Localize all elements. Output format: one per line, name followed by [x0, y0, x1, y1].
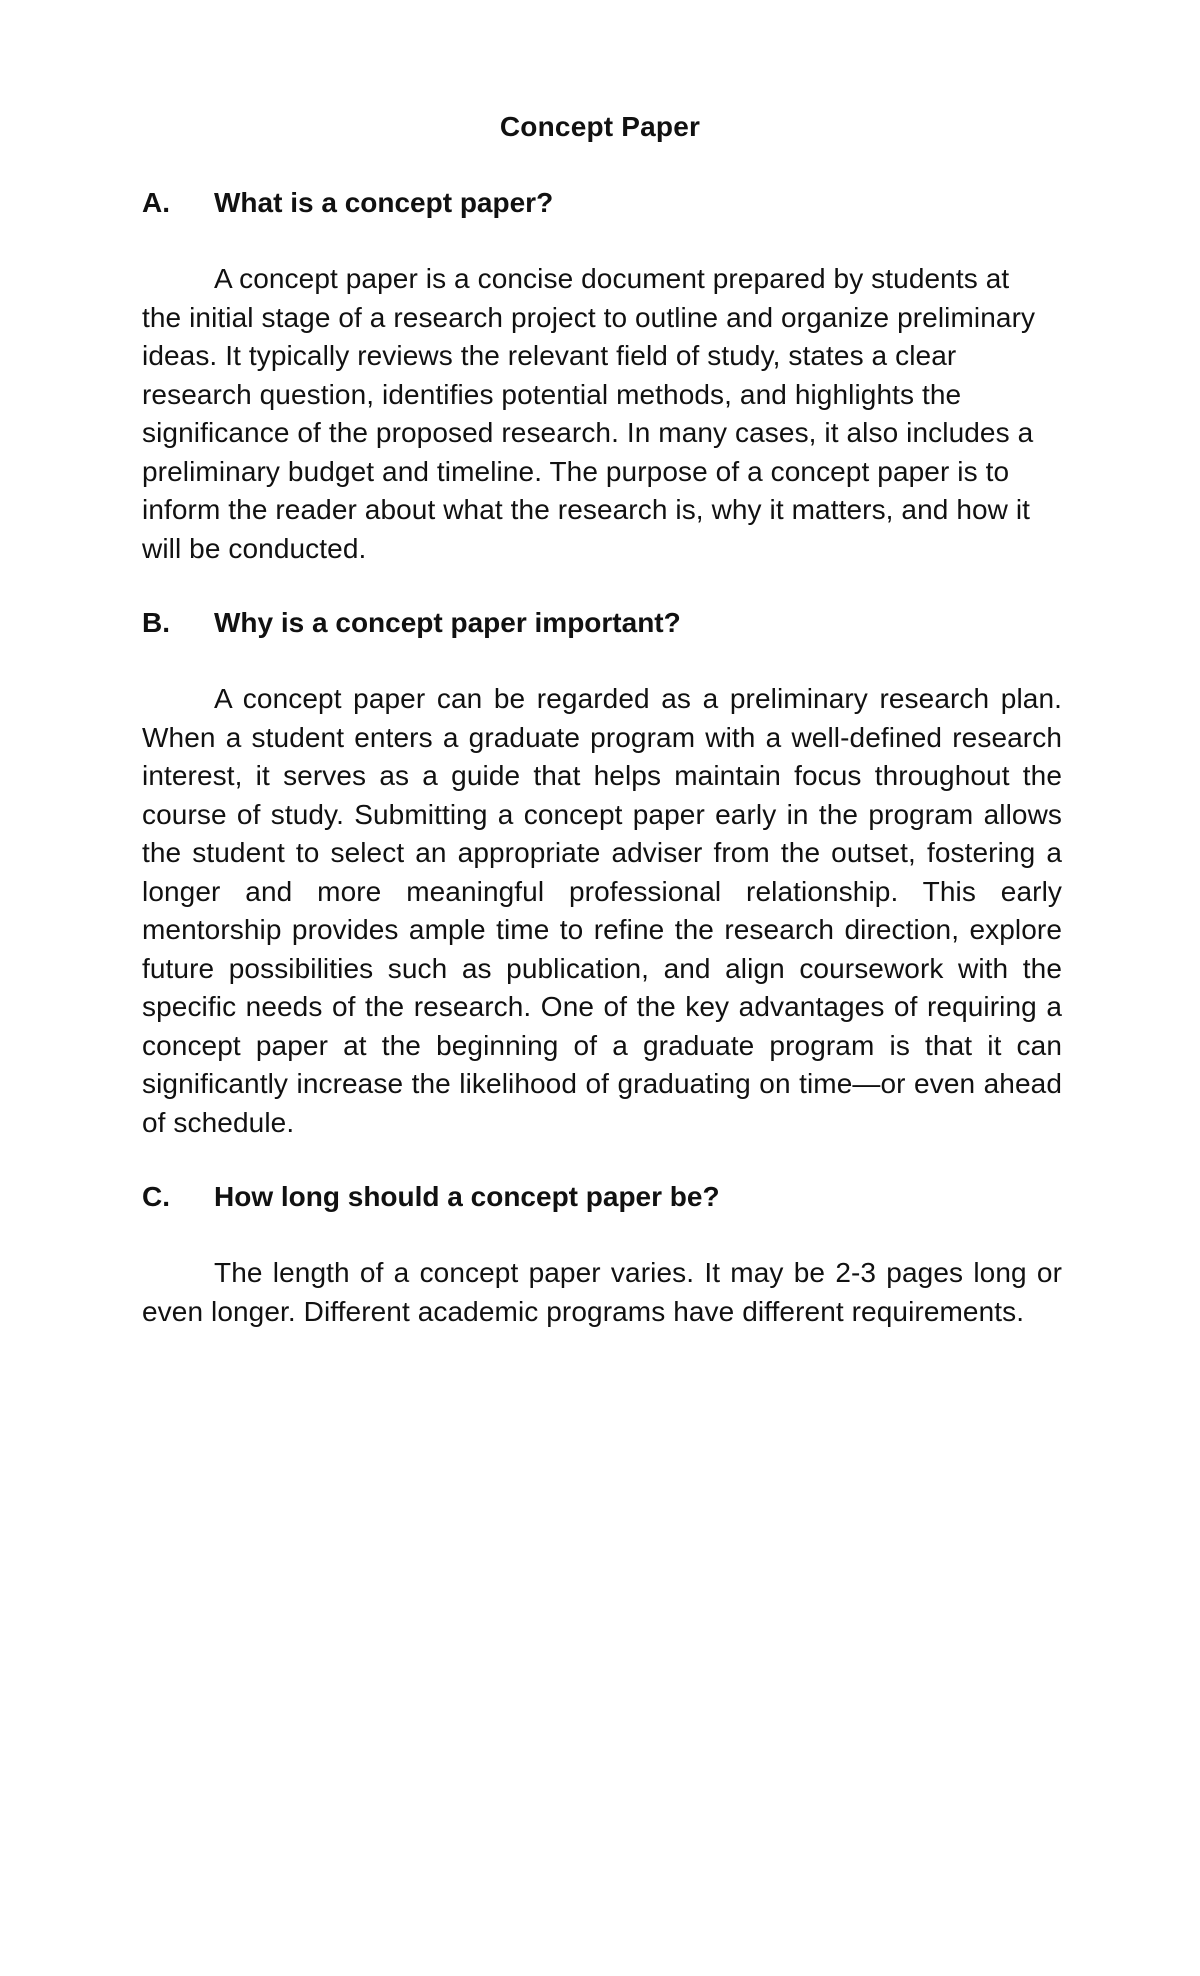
section-letter: A.	[142, 187, 170, 218]
section-letter: C.	[142, 1181, 170, 1212]
section-letter: B.	[142, 607, 170, 638]
page-title: Concept Paper	[499, 111, 701, 142]
section-heading	[142, 1178, 1062, 1216]
section-paragraph: The length of a concept paper varies. It may be 2-3 pages long or even longer. Different academic programs have different requirements.	[142, 1257, 1062, 1327]
section-title: How long should a concept paper be?	[214, 1181, 720, 1212]
section-heading	[142, 604, 1062, 642]
section-b	[142, 604, 1062, 1170]
section-a	[142, 184, 1062, 596]
section-heading	[142, 184, 1062, 222]
section-c	[142, 1178, 1062, 1359]
section-paragraph: A concept paper is a concise document prepared by students at the initial stage of a research project to outline and organize preliminary ideas. It typically reviews the relevant field of study, states a clear research question, identifies potential methods, and highlights the significance of the proposed research. In many cases, it also includes a preliminary budget and timeline. The purpose of a concept paper is to inform the reader about what the research is, why it matters, and how it will be conducted.	[142, 263, 1036, 564]
section-paragraph: A concept paper can be regarded as a preliminary research plan. When a student enters a graduate program with a well-defined research interest, it serves as a guide that helps maintain focus throughout the course of study. Submitting a concept paper early in the program allows the student to select an appropriate adviser from the outset, fostering a longer and more meaningful professional relationship. This early mentorship provides ample time to refine the research direction, explore future possibilities such as publication, and align coursework with the specific needs of the research. One of the key advantages of requiring a concept paper at the beginning of a graduate program is that it can significantly increase the likelihood of graduating on time—or even ahead of schedule.	[142, 683, 1062, 1138]
section-title: Why is a concept paper important?	[214, 607, 681, 638]
section-title: What is a concept paper?	[214, 187, 554, 218]
